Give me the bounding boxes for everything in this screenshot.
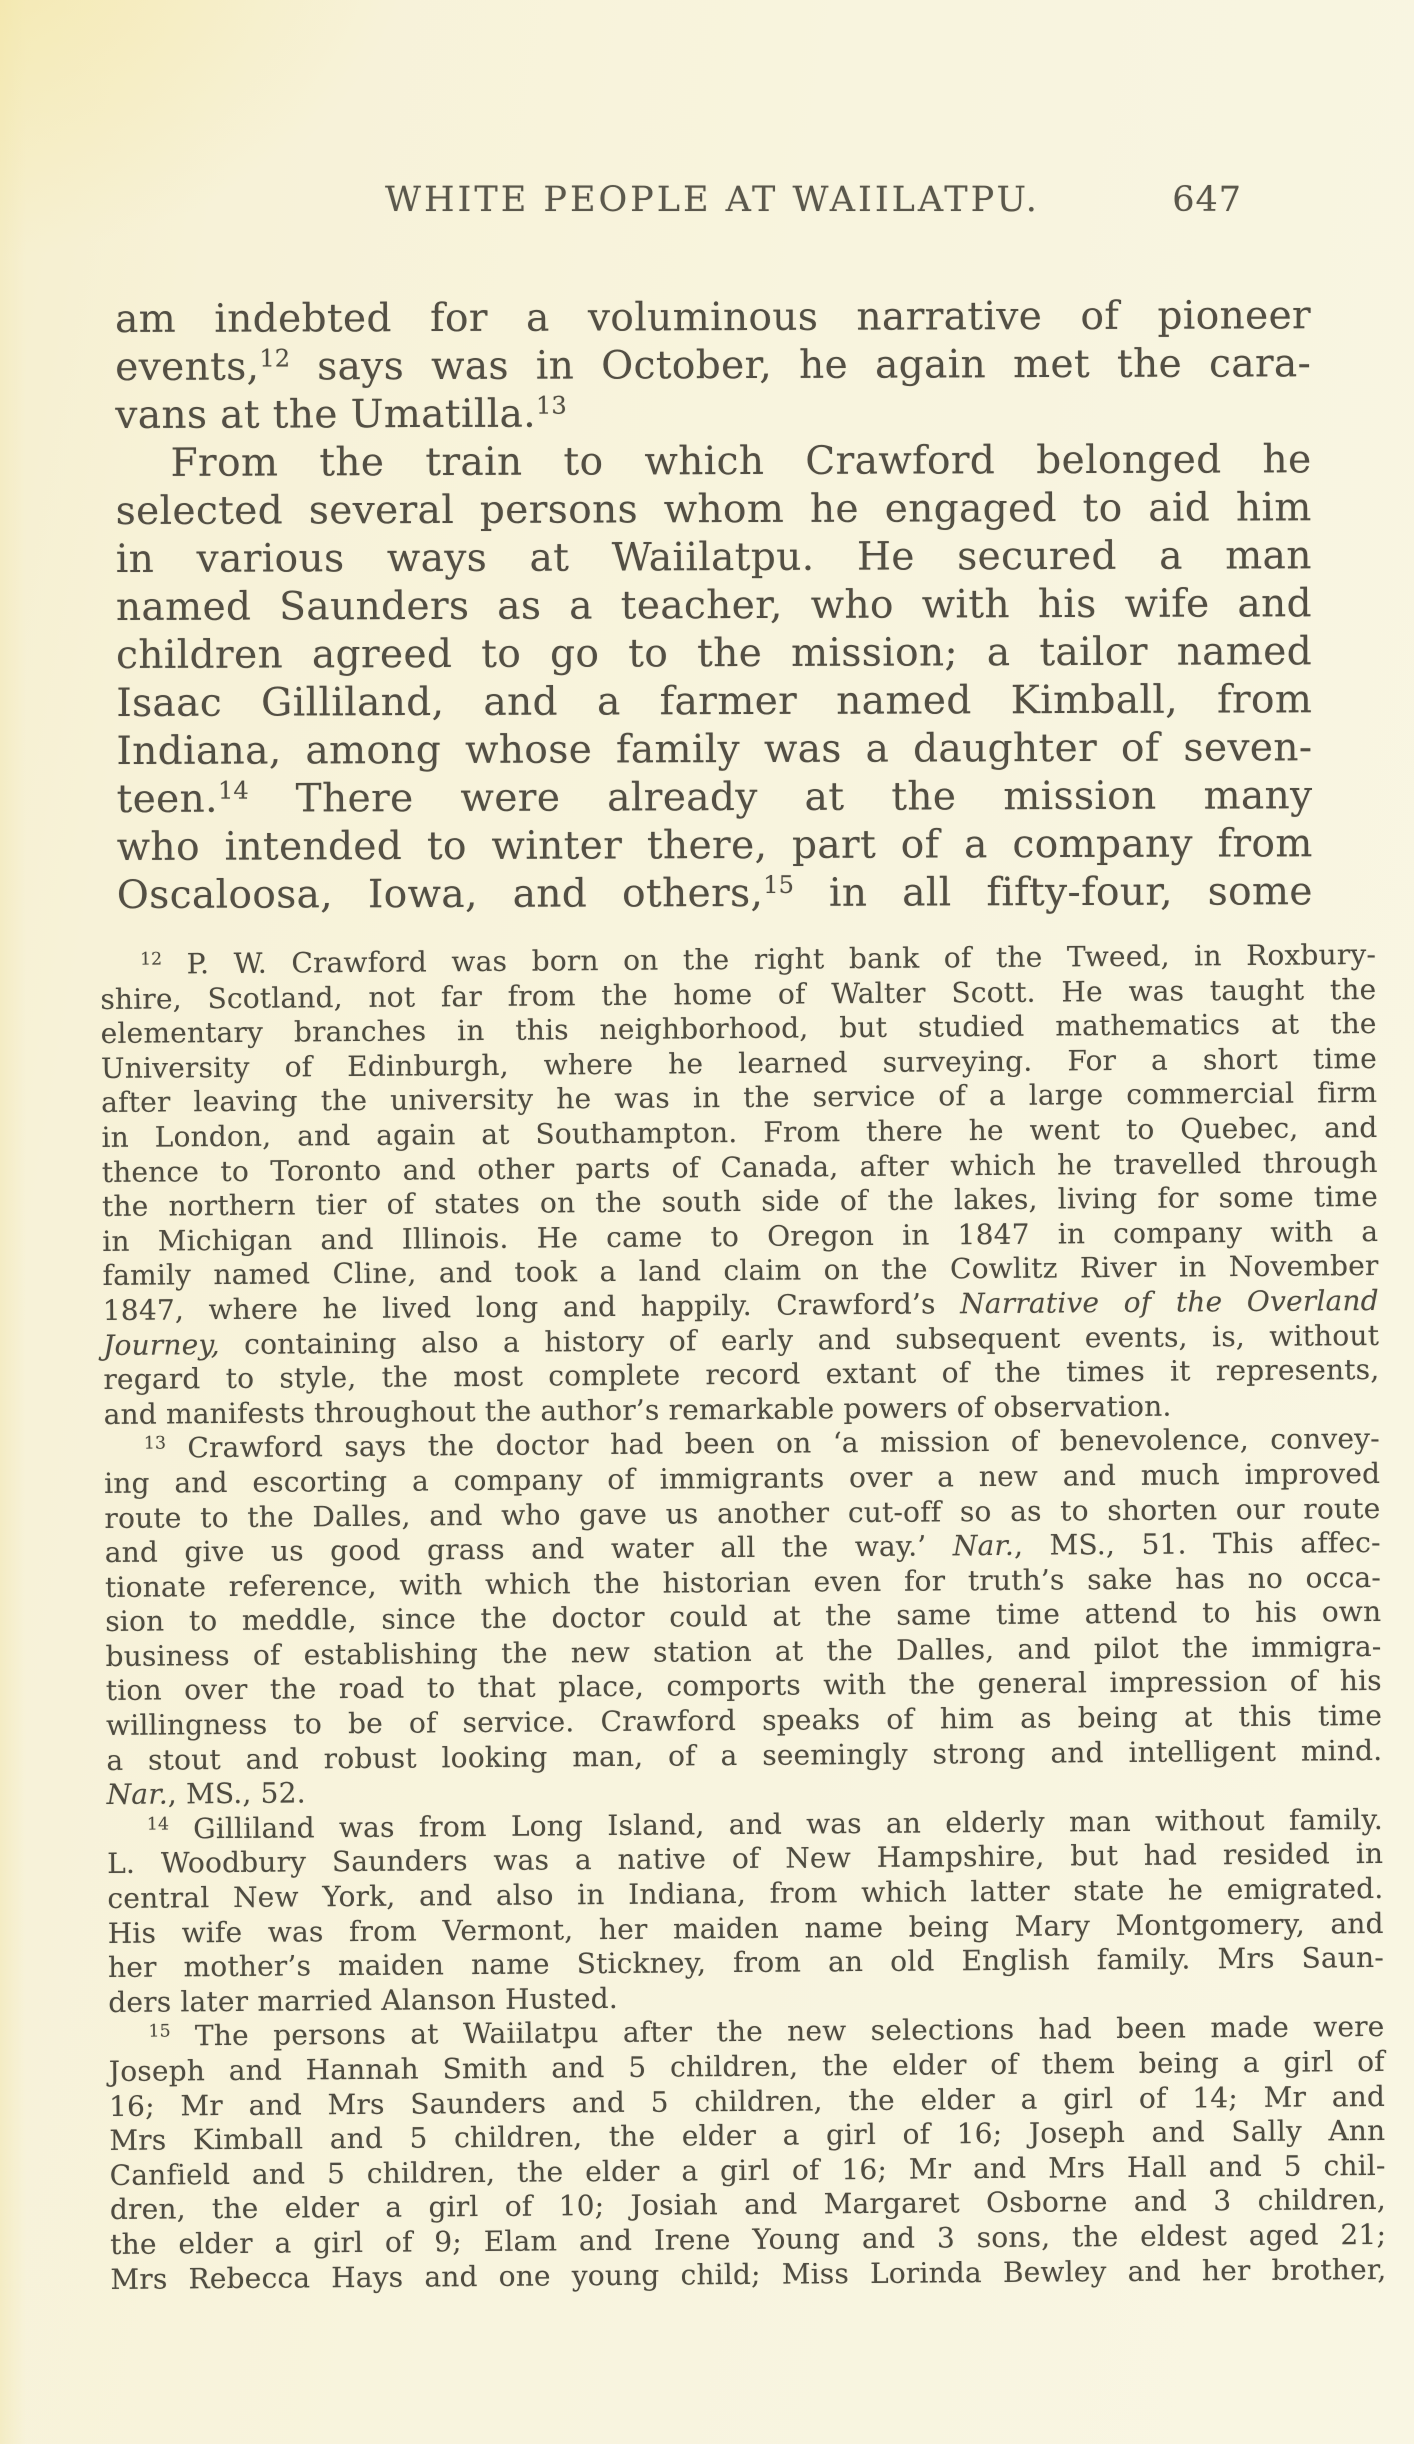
- text-run: There were already at the mission many: [248, 773, 1313, 822]
- text-run: and give us good grass and water all the way.’: [104, 1529, 953, 1570]
- text-line: [116, 580, 1312, 632]
- text-run: ing and escorting a company of immigrants over a new and much improved: [104, 1456, 1381, 1500]
- text-run: Canfield and 5 children, the elder a girl of 16; Mr and Mrs Hall and 5 chil-: [109, 2148, 1386, 2192]
- footnote-13: [104, 1422, 1383, 1813]
- text-run: , MS., 52.: [167, 1776, 306, 1811]
- text-run: tionate reference, with which the historian even for truth’s sake has no occa-: [104, 1560, 1382, 1604]
- page-header: [115, 180, 1310, 220]
- text-run: The persons at Waiilatpu after the new selections had been made were: [170, 2010, 1385, 2053]
- text-run: 1847, where he lived long and happily. Crawford’s: [102, 1287, 961, 1327]
- text-line: [116, 532, 1312, 584]
- italic-text: Journey,: [102, 1327, 220, 1362]
- text-run: says was in October, he again met the cara-: [290, 341, 1312, 390]
- text-line: [116, 724, 1312, 776]
- text-run: vans at the Umatilla.: [115, 391, 537, 438]
- text-run: in London, and again at Southampton. From there he went to Quebec, and: [101, 1110, 1378, 1154]
- footnote-12: [100, 938, 1380, 1432]
- text-run: Oscaloosa, Iowa, and others,: [116, 870, 764, 918]
- text-run: Mrs Rebecca Hays and one young child; Miss Lorinda Bewley and her brother,: [110, 2252, 1387, 2296]
- text-run: in all fifty-four, some: [793, 869, 1313, 916]
- text-line: [116, 484, 1312, 536]
- text-line: [115, 340, 1311, 392]
- text-line: [116, 628, 1312, 680]
- text-run: in Michigan and Illinois. He came to Oregon in 1847 in company with a: [102, 1214, 1379, 1258]
- italic-text: Nar.: [106, 1777, 168, 1812]
- text-line: [115, 436, 1311, 488]
- text-run: 16; Mr and Mrs Saunders and 5 children, the elder a girl of 14; Mr and: [108, 2079, 1386, 2123]
- text-run: who intended to winter there, part of a company from: [116, 821, 1313, 870]
- paragraph: [115, 436, 1313, 920]
- text-run: tion over the road to that place, comports with the general impression of his: [105, 1664, 1382, 1708]
- text-line: [115, 388, 1311, 440]
- italic-text: Narrative of the Overland: [960, 1283, 1379, 1321]
- text-run: and manifests throughout the author’s remarkable powers of observation.: [103, 1389, 1172, 1431]
- page-number: 647: [1172, 180, 1242, 220]
- text-run: selected several persons whom he engaged to aid him: [115, 485, 1312, 534]
- footnotes: [100, 938, 1387, 2297]
- paragraph: [115, 292, 1311, 440]
- text-run: His wife was from Vermont, her maiden name being Mary Montgomery, and: [107, 1906, 1384, 1950]
- text-run: the elder a girl of 9; Elam and Irene Young and 3 sons, the eldest aged 21;: [110, 2217, 1387, 2261]
- text-line: [117, 820, 1313, 872]
- text-run: the northern tier of states on the south side of the lakes, living for some time: [101, 1180, 1379, 1224]
- text-run: business of establishing the new station at the Dalles, and pilot the immigra-: [105, 1629, 1382, 1673]
- text-run: children agreed to go to the mission; a tailor named: [116, 629, 1313, 678]
- text-run: willingness to be of service. Crawford speaks of him as being at this time: [105, 1699, 1383, 1743]
- text-run: shire, Scotland, not far from the home of Walter Scott. He was taught the: [100, 972, 1377, 1016]
- text-run: sion to meddle, since the doctor could at the same time attend to his own: [105, 1595, 1382, 1639]
- text-run: her mother’s maiden name Stickney, from an old English family. Mrs Saun-: [107, 1941, 1385, 1985]
- text-run: thence to Toronto and other parts of Canada, after which he travelled through: [101, 1145, 1378, 1189]
- text-run: Joseph and Hannah Smith and 5 children, the elder of them being a girl of: [108, 2044, 1385, 2088]
- text-run: Isaac Gilliland, and a farmer named Kimball, from: [116, 677, 1313, 726]
- text-run: teen.: [116, 776, 219, 822]
- text-run: Crawford says the doctor had been on ‘a mission of benevolence, convey-: [165, 1422, 1381, 1465]
- text-run: From the train to which Crawford belonged he: [170, 437, 1312, 486]
- text-line: [117, 868, 1313, 920]
- text-run: P. W. Crawford was born on the right bank of the Tweed, in Roxbury-: [162, 937, 1377, 981]
- text-run: regard to style, the most complete record extant of the times it represents,: [103, 1353, 1380, 1397]
- text-run: containing also a history of early and subsequent events, is, without: [219, 1318, 1380, 1361]
- text-run: dren, the elder a girl of 10; Josiah and Margaret Osborne and 3 children,: [109, 2183, 1387, 2227]
- text-run: am indebted for a voluminous narrative of pioneer: [115, 293, 1312, 342]
- running-head: WHITE PEOPLE AT WAIILATPU.: [385, 180, 1040, 220]
- footnote-14: [107, 1803, 1385, 2021]
- footnote-15: [108, 2010, 1386, 2297]
- text-run: , MS., 51. This affec-: [1013, 1526, 1381, 1562]
- text-run: elementary branches in this neighborhood, but studied mathematics at the: [100, 1007, 1377, 1051]
- text-run: central New York, and also in Indiana, from which latter state he emigrated.: [107, 1871, 1384, 1916]
- text-run: Mrs Kimball and 5 children, the elder a girl of 16; Joseph and Sally Ann: [109, 2114, 1386, 2158]
- text-line: [117, 772, 1313, 824]
- italic-text: Nar.: [952, 1528, 1015, 1563]
- text-run: Gilliland was from Long Island, and was an elderly man without family.: [168, 1802, 1384, 1846]
- text-run: route to the Dalles, and who gave us another cut-off so as to shorten our route: [104, 1491, 1381, 1535]
- text-run: L. Woodbury Saunders was a native of New Hampshire, but had resided in: [107, 1837, 1384, 1881]
- text-run: University of Edinburgh, where he learned surveying. For a short time: [100, 1041, 1378, 1085]
- text-run: named Saunders as a teacher, who with his wife and: [115, 581, 1313, 630]
- main-text: [115, 292, 1313, 920]
- text-run: after leaving the university he was in the service of a large commercial firm: [101, 1076, 1378, 1120]
- text-run: in various ways at Waiilatpu. He secured a man: [115, 533, 1312, 582]
- text-run: a stout and robust looking man, of a seemingly strong and intelligent mind.: [106, 1733, 1383, 1777]
- text-run: Indiana, among whose family was a daughter of seven-: [116, 725, 1313, 774]
- text-run: family named Cline, and took a land claim on the Cowlitz River in November: [102, 1249, 1379, 1293]
- text-line: [115, 292, 1311, 344]
- text-run: events,: [115, 344, 260, 390]
- text-line: [116, 676, 1312, 728]
- text-run: ders later married Alanson Husted.: [108, 1981, 619, 2019]
